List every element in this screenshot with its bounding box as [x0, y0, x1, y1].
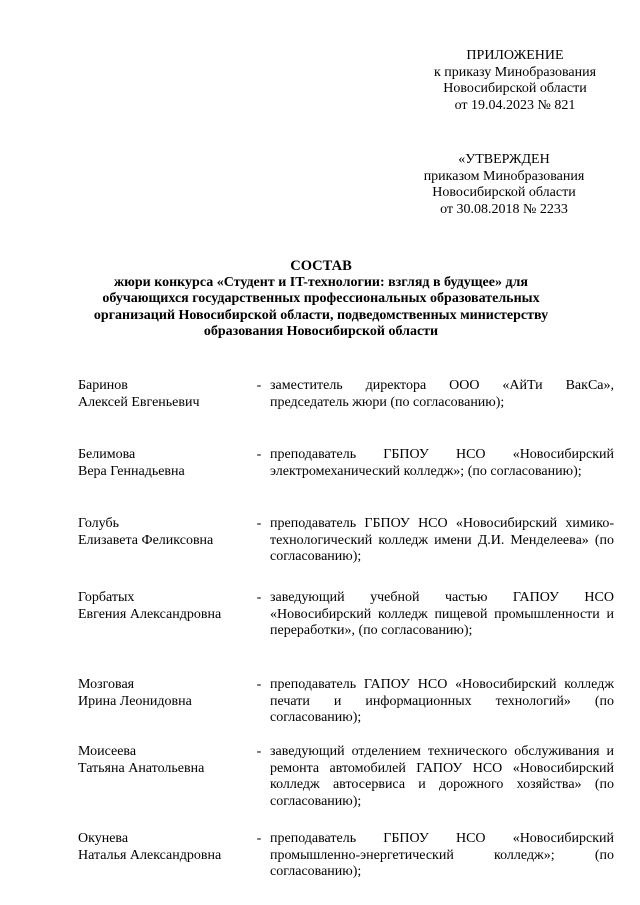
- title-line: организаций Новосибирской области, подведомственных министерству: [93, 307, 549, 323]
- member-surname: Окунева: [78, 831, 129, 846]
- jury-member: [78, 378, 614, 447]
- member-role: заведующий отделением технического обслуживания и ремонта автомобилей ГАПОУ НСО «Новосибирский колледж автосервиса и дорожного хозяйства» (по согласованию);: [270, 744, 614, 809]
- approval-line: «УТВЕРЖДЕН: [458, 152, 550, 167]
- member-surname: Горбатых: [78, 590, 135, 605]
- member-role: преподаватель ГБПОУ НСО «Новосибирский электромеханический колледж»; (по согласованию);: [270, 447, 614, 479]
- member-role: преподаватель ГАПОУ НСО «Новосибирский колледж печати и информационных технологий» (по согласованию);: [270, 677, 614, 725]
- title-line: обучающихся государственных профессиональных образовательных: [102, 291, 540, 306]
- jury-member: [78, 831, 614, 891]
- approval-line: Новосибирской области: [432, 185, 576, 200]
- member-name: [78, 378, 248, 447]
- jury-member: [78, 516, 614, 590]
- jury-member-list: [78, 378, 614, 891]
- dash-separator: -: [256, 447, 262, 462]
- member-role: преподаватель ГБПОУ НСО «Новосибирский промышленно-энергетический колледж»; (по согласованию);: [270, 831, 614, 879]
- member-name: [78, 831, 248, 891]
- member-surname: Голубь: [78, 516, 119, 531]
- member-surname: Белимова: [78, 447, 136, 462]
- title-line: образования Новосибирской области: [203, 324, 439, 339]
- dash-separator: -: [256, 744, 262, 759]
- member-given-name: Вера Геннадьевна: [78, 463, 185, 479]
- dash-separator: -: [256, 590, 262, 605]
- member-surname: Мозговая: [78, 677, 135, 692]
- appendix-header: [420, 48, 610, 114]
- member-given-name: Наталья Александровна: [78, 847, 222, 863]
- member-name: [78, 516, 248, 590]
- title-line: жюри конкурса «Студент и IT-технологии: взгляд в будущее» для: [114, 274, 528, 290]
- approval-stamp: [414, 152, 594, 218]
- appendix-line: к приказу Минобразования: [433, 64, 597, 80]
- dash-separator: -: [256, 677, 262, 692]
- member-given-name: Алексей Евгеньевич: [78, 394, 200, 410]
- member-role: заместитель директора ООО «АйТи ВакСа», председатель жюри (по согласованию);: [270, 378, 614, 410]
- member-surname: Моисеева: [78, 744, 137, 759]
- approval-line: приказом Минобразования: [423, 168, 585, 184]
- dash-separator: -: [256, 831, 262, 846]
- member-role: заведующий учебной частью ГАПОУ НСО «Новосибирский колледж пищевой промышленности и переработки», (по согласованию);: [270, 590, 614, 638]
- jury-member: [78, 590, 614, 677]
- dash-separator: -: [256, 516, 262, 531]
- approval-line: от 30.08.2018 № 2233: [440, 201, 568, 217]
- dash-separator: -: [256, 378, 262, 393]
- appendix-line: Новосибирской области: [443, 81, 587, 96]
- member-name: [78, 590, 248, 677]
- title-main: СОСТАВ: [290, 258, 352, 274]
- appendix-line: ПРИЛОЖЕНИЕ: [466, 48, 564, 63]
- member-given-name: Евгения Александровна: [78, 606, 222, 622]
- member-name: [78, 447, 248, 516]
- member-name: [78, 744, 248, 831]
- member-name: [78, 677, 248, 744]
- jury-member: [78, 677, 614, 744]
- member-given-name: Елизавета Феликсовна: [78, 532, 214, 548]
- jury-member: [78, 447, 614, 516]
- member-surname: Баринов: [78, 378, 128, 393]
- member-given-name: Татьяна Анатольевна: [78, 760, 205, 776]
- appendix-line: от 19.04.2023 № 821: [454, 97, 576, 113]
- document-title: [60, 258, 582, 341]
- member-role: преподаватель ГБПОУ НСО «Новосибирский химико-технологический колледж имени Д.И. Менделеева» (по согласованию);: [270, 516, 614, 564]
- member-given-name: Ирина Леонидовна: [78, 693, 192, 709]
- jury-member: [78, 744, 614, 831]
